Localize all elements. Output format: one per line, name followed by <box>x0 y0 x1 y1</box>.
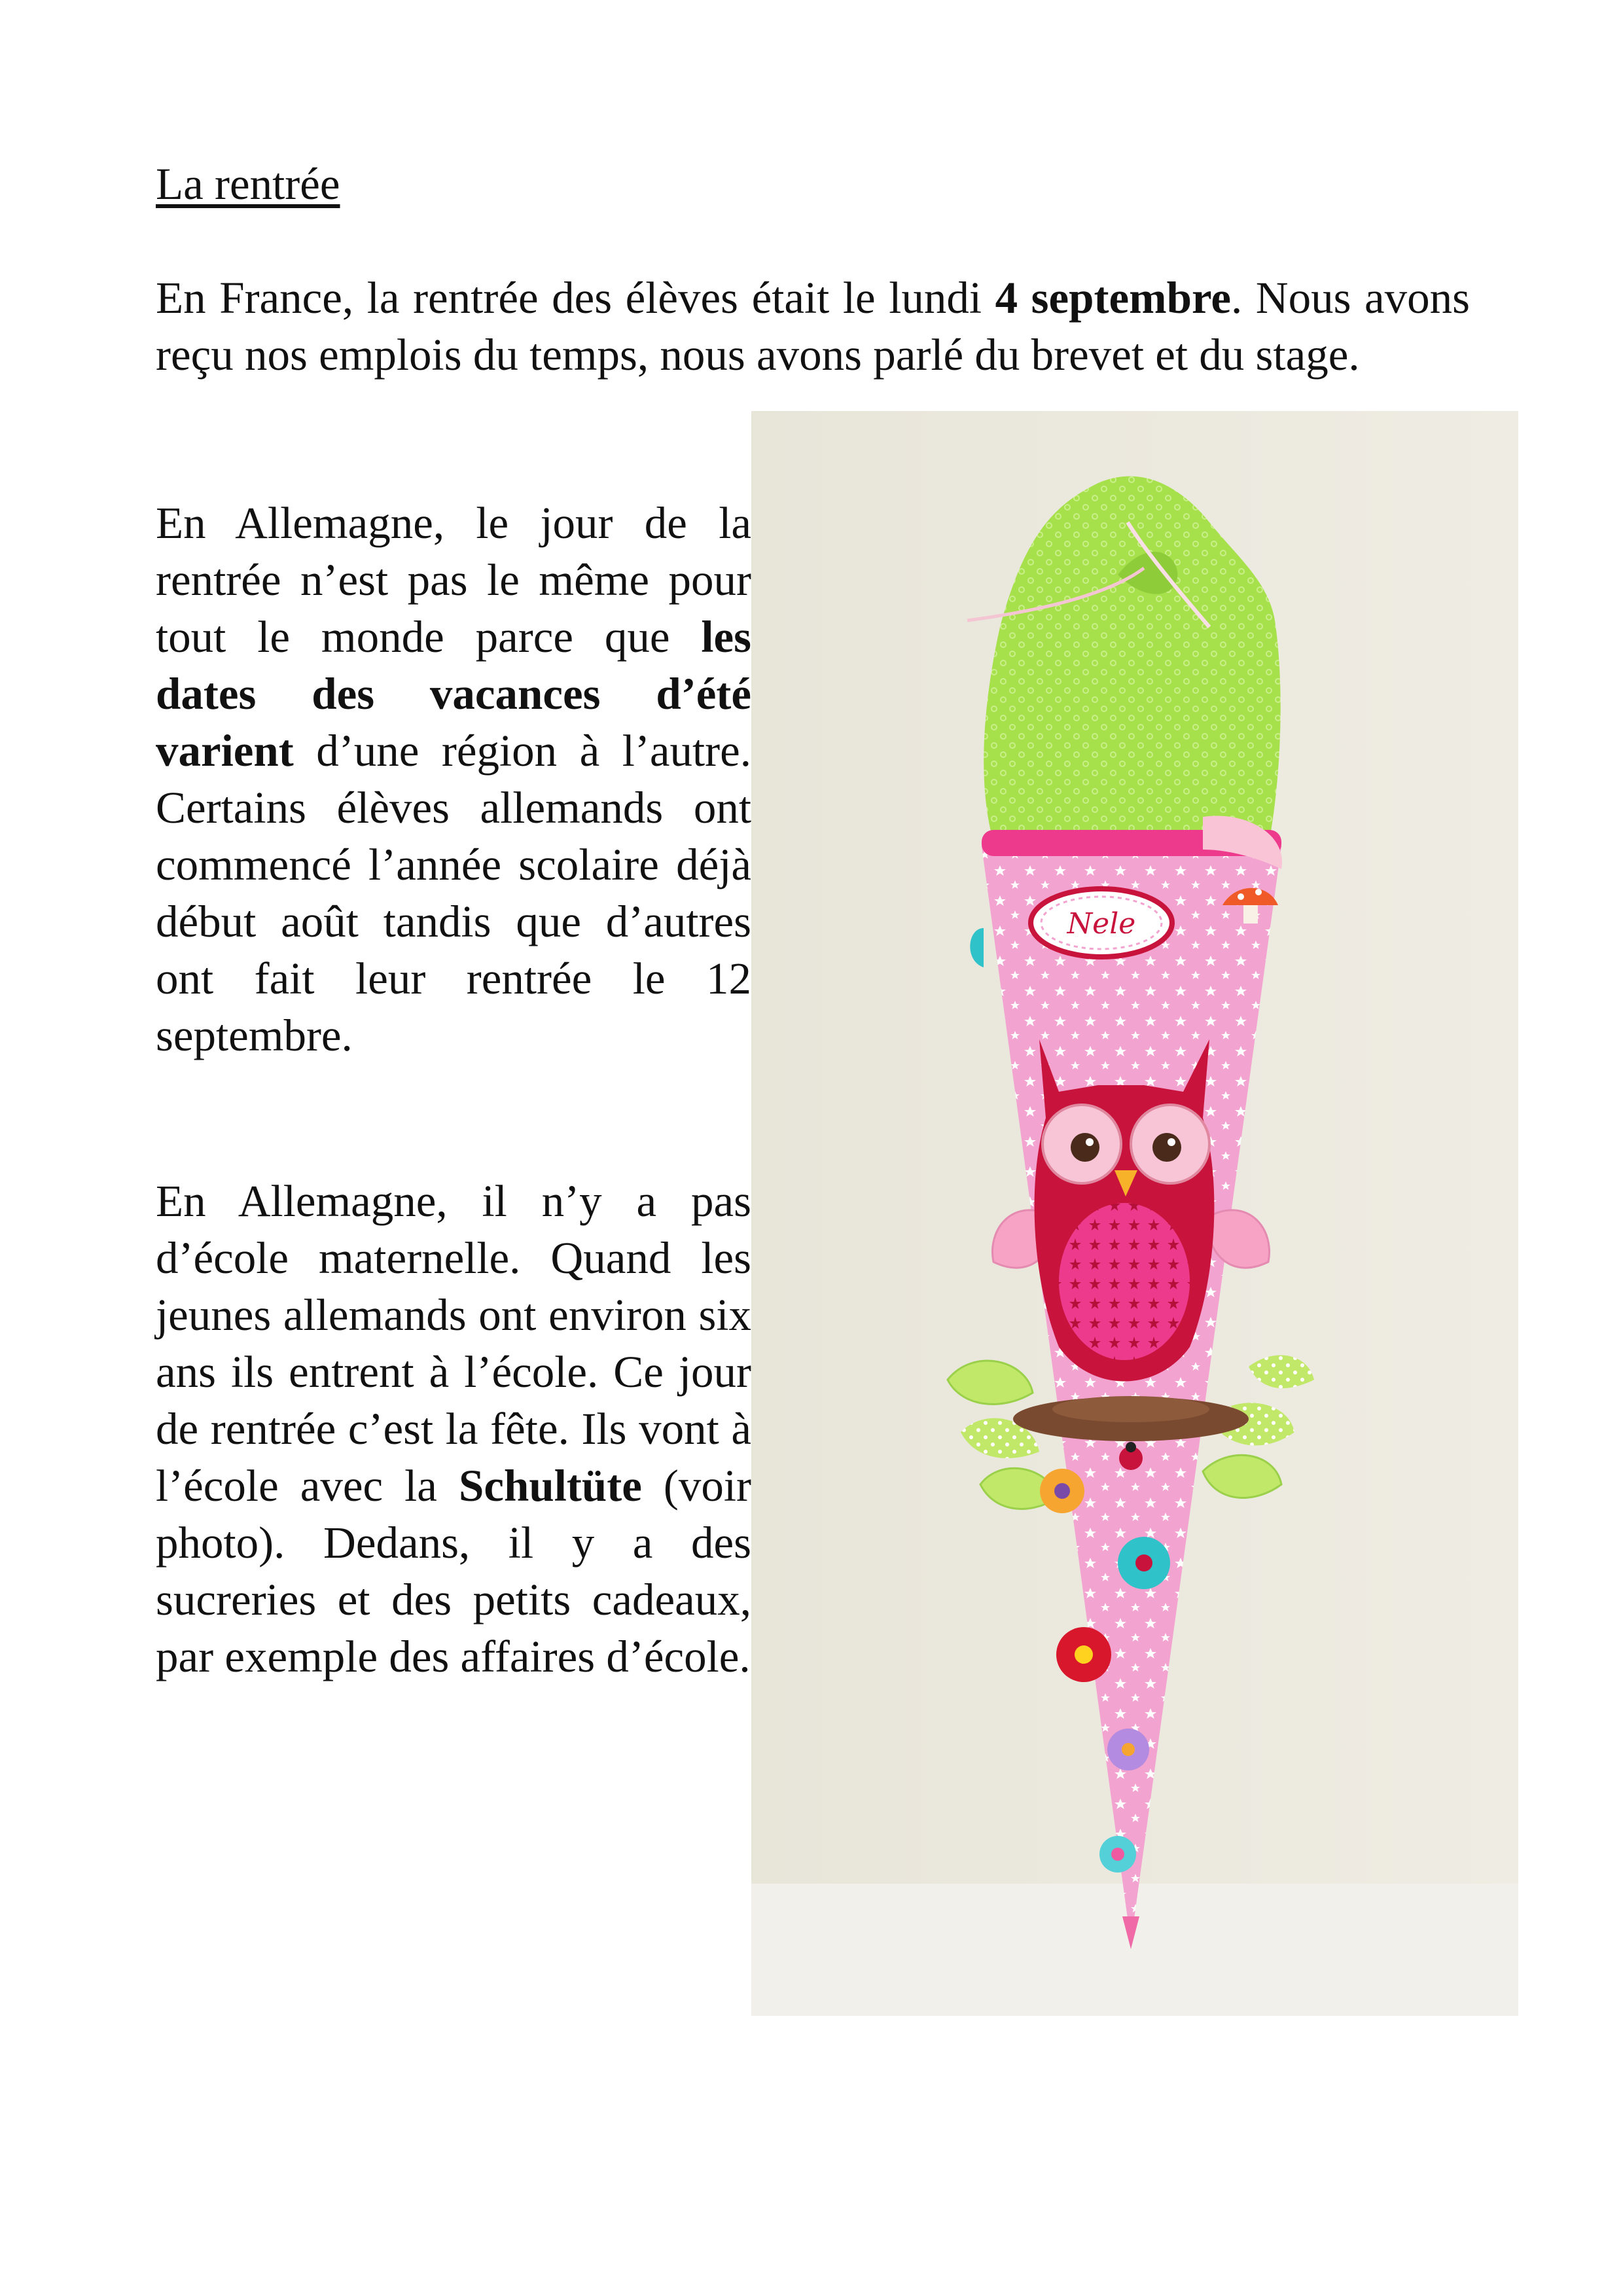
name-tag <box>1031 889 1172 957</box>
name-tag-text: Nele <box>1067 907 1136 941</box>
paragraph-schultuete-text-1: En Allemagne, il n’y a pas d’école maternelle. Quand les jeunes allemands ont environ six ans ils entrent à l’école. Ce jour de rentrée c’est la fête. Ils vont à l’école avec la <box>156 1176 751 1511</box>
flower-red <box>1056 1627 1111 1682</box>
schultuete-photo <box>751 411 1518 2016</box>
paragraph-france <box>156 270 1470 384</box>
flower-orange <box>1040 1469 1084 1513</box>
flower-lilac <box>1107 1729 1149 1770</box>
paragraph-allemagne-dates-text-2: d’une région à l’autre. Certains élèves allemands ont commencé l’année scolaire déjà début août tandis que d’autres ont fait leur rentrée le 12 septembre. <box>156 726 751 1060</box>
flower-teal <box>1118 1537 1170 1589</box>
paragraph-schultuete-text-2: (voir photo). Dedans, il y a des sucreries et des petits cadeaux, par exemple des affaires d’école. <box>156 1461 751 1681</box>
paragraph-france-text-1: En France, la rentrée des élèves était le lundi <box>156 273 995 323</box>
paragraph-allemagne-dates-bold: les dates des vacances d’été varient <box>156 612 751 776</box>
paragraph-france-text-2: . Nous avons reçu nos emplois du temps, nous avons parlé du brevet et du stage. <box>156 273 1470 380</box>
paragraph-allemagne-schultuete <box>156 1173 751 1685</box>
document-title: La rentrée <box>156 159 340 209</box>
flower-teal-small <box>1099 1836 1136 1873</box>
paragraph-allemagne-dates <box>156 495 751 1064</box>
paragraph-france-bold-date: 4 septembre <box>995 273 1231 323</box>
paragraph-allemagne-dates-text-1: En Allemagne, le jour de la rentrée n’est pas le même pour tout le monde parce que <box>156 498 751 662</box>
paragraph-schultuete-bold: Schultüte <box>458 1461 642 1511</box>
